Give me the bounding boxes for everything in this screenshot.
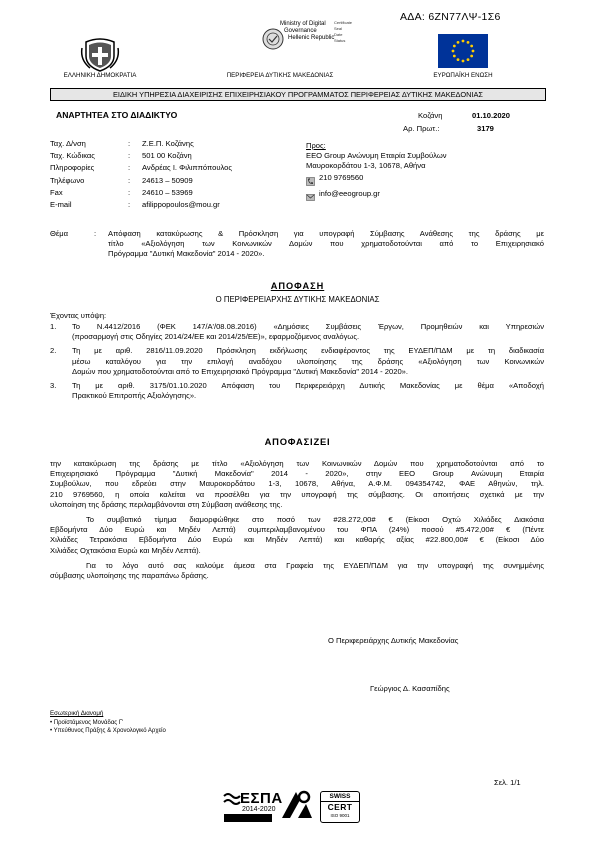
iso-text: ISO 9001 [330, 813, 350, 818]
body-line: Το συμβατικό τίμημα διαμορφώθηκε στο ποσό των #28.272,00# € (Είκοσι Οχτώ Χιλιάδες Διακόσια [86, 515, 544, 525]
consideration-item [50, 322, 544, 342]
consideration-line: Πρακτικού Επιτροπής Αξιολόγησης». [72, 391, 197, 401]
sender-field-value: Z.E.Π. Κοζάνης [142, 139, 194, 148]
eu-star-icon [452, 50, 455, 53]
consideration-number: 1. [50, 322, 57, 331]
ministry-line-3: Hellenic Republic [288, 35, 335, 41]
sender-colon: : [128, 175, 131, 185]
body-paragraph [50, 459, 544, 510]
consideration-line: (προσαρμογή στις Οδηγίες 2014/24/ΕΕ και 2014/25/ΕΕ)», εφαρμοζόμενος αναλόγως. [72, 332, 360, 342]
eu-star-icon [467, 41, 470, 44]
consideration-line: Τη με αριθ. 3175/01.10.2020 Απόφαση του Περιφερειάρχη Δυτικής Μακεδονίας με θέμα «Αποδοχή [72, 381, 544, 391]
cert-text: CERT [327, 802, 353, 812]
sender-field-label: E-mail [50, 200, 72, 209]
protocol-number: 3179 [477, 124, 494, 133]
sender-colon: : [128, 163, 131, 173]
sender-colon: : [128, 151, 131, 161]
decision-title: ΑΠΟΦΑΣΗ [270, 281, 325, 291]
post-online-label: ΑΝΑΡΤΗΤΕΑ ΣΤΟ ΔΙΑΔΙΚΤΥΟ [56, 110, 178, 120]
eu-flag-background [438, 34, 488, 68]
sender-field-value[interactable]: afilippopoulos@mou.gr [142, 200, 220, 209]
recipient-email[interactable]: info@eeogroup.gr [319, 189, 380, 198]
signature-seal-icon [262, 28, 284, 50]
ada-code: ΑΔΑ: 6ΖΝ77ΛΨ-1Σ6 [400, 11, 501, 23]
body-line: υλοποίηση της δράσης περιλαμβάνονται στη Σύμβαση ανάθεσης της. [50, 499, 283, 509]
eu-star-icon [453, 55, 456, 58]
sender-colon: : [128, 187, 131, 197]
sender-field-label: Ταχ. Κώδικας [50, 151, 95, 161]
sender-field-value: 24610 – 53969 [142, 187, 193, 197]
eu-star-icon [472, 50, 475, 53]
greek-republic-label: ΕΛΛΗΝΙΚΗ ΔΗΜΟΚΡΑΤΙΑ [63, 72, 137, 79]
body-line: Για το λόγο αυτό σας καλούμε άμεσα στα Γραφεία της ΕΥΔΕΠ/ΠΔΜ για την υπογραφή της συνημμένης [86, 560, 544, 570]
subject-colon: : [94, 229, 97, 238]
body-line: Επιχειρησιακό Πρόγραμμα "Δυτική Μακεδονία" 2014 - 2020», στην EEO Group Ανώνυμη Εταιρία [50, 469, 544, 479]
sender-colon: : [128, 139, 131, 148]
body-line: 210 9769560, η οποία καλείται να προσέλθει για την υπογραφή της σύμβασης. Οι αποιτήσεις σχετικά με την [50, 489, 544, 499]
swiss-cert-logo [320, 791, 360, 823]
sender-colon: : [128, 200, 131, 209]
sender-field-label: Πληροφορίες [50, 163, 95, 173]
subject-text: Απόφαση κατακύρωσης & Πρόσκληση για υπογραφή Σύμβασης Ανάθεσης της δράσης με τίτλο «Αξιολόγηση των Κοινωνικών Δομών που χρηματοδοτούνται από το Επιχειρησιακό Πρόγραμμα "Δυτική Μακεδονία" 2014 - 2020». [108, 229, 544, 259]
considerations-list [50, 322, 544, 405]
body-line: σύμβασης υλοποίησης της παραπάνω δράσης. [50, 571, 209, 581]
sender-field-label: Fax [50, 187, 63, 197]
body-paragraph [50, 561, 544, 581]
eu-star-icon [470, 55, 473, 58]
internal-distribution-title: Εσωτερική Διανομή [50, 710, 104, 717]
distribution-item: • Προϊστάμενος Μονάδας Γ' [50, 720, 124, 726]
distribution-item: • Υπεύθυνος Πράξης & Χρονολογικό Αρχείο [50, 728, 166, 734]
decision-body [50, 459, 544, 586]
protocol-label: Αρ. Πρωτ.: [403, 124, 440, 133]
eu-star-icon [453, 45, 456, 48]
eta-logo-icon [280, 790, 314, 820]
body-line: Συμβούλων, που εδρεύει στην Μαυροκορδάτου 1-3, 10678, Αθήνα, Α.Φ.Μ. 094354742, ΦΑΕ Αθηνών, τηλ. [50, 479, 544, 489]
sender-field-value: Ανδρέας Ι. Φιλιππόπουλος [142, 163, 233, 173]
header-band [50, 88, 546, 101]
region-label: ΠΕΡΙΦΕΡΕΙΑ ΔΥΤΙΚΗΣ ΜΑΚΕΔΟΝΙΑΣ [226, 72, 334, 79]
sender-field-label: Ταχ. Δ/νση [50, 139, 86, 148]
consideration-number: 3. [50, 381, 57, 391]
document-date: 01.10.2020 [472, 111, 511, 120]
sender-field-value: 24613 – 50909 [142, 175, 193, 185]
eu-star-icon [462, 60, 465, 63]
body-line: Εβδομήντα Δύο Ευρώ και Μηδέν Λεπτά) συμπεριλαμβανομένου του ΦΠΑ (24%) ποσού #5.472,00# € (Πέντε [50, 525, 544, 535]
recipient-phone: 210 9769560 [319, 173, 364, 182]
consideration-line: Το Ν.4412/2016 (ΦΕΚ 147/Α'/08.08.2016) «Δημόσιες Συμβάσεις Έργων, Προμηθειών και Υπηρεσιών [72, 322, 544, 331]
espa-years: 2014-2020 [242, 806, 276, 813]
consideration-item [50, 381, 544, 401]
eu-flag-icon [438, 34, 488, 68]
eu-star-icon [462, 40, 465, 43]
eu-star-icon [457, 41, 460, 44]
decision-subtitle: Ο ΠΕΡΙΦΕΡΕΙΑΡΧΗΣ ΔΥΤΙΚΗΣ ΜΑΚΕΔΟΝΙΑΣ [215, 295, 380, 304]
consideration-item [50, 346, 544, 377]
distribution-list [50, 719, 166, 735]
eu-star-icon [457, 58, 460, 61]
ministry-line-1: Ministry of Digital [280, 21, 326, 27]
consideration-number: 2. [50, 346, 57, 356]
decides-title: ΑΠΟΦΑΣΙΖΕΙ [264, 436, 331, 447]
recipient-label: Προς: [306, 141, 326, 150]
body-paragraph [50, 515, 544, 556]
eu-star-icon [467, 58, 470, 61]
ministry-line-2: Governance [284, 28, 317, 34]
location-label: Κοζάνη [418, 111, 443, 120]
recipient-address: Μαυροκορδάτου 1-3, 10678, Αθήνα [306, 161, 426, 170]
body-line: Χιλιάδες Οχτακόσια Ευρώ και Μηδέν Λεπτά). [50, 545, 201, 555]
body-line: Χιλιάδες Τετρακόσια Εβδομήντα Δύο Ευρώ και Μηδέν Λεπτά) και καθαρής αξίας #22.800,00# € (Είκοσι Δύο [50, 535, 544, 545]
managing-authority-title: ΕΙΔΙΚΗ ΥΠΗΡΕΣΙΑ ΔΙΑΧΕΙΡΙΣΗΣ ΕΠΙΧΕΙΡΗΣΙΑΚΟΥ ΠΡΟΓΡΑΜΜΑΤΟΣ ΠΕΡΙΦΕΡΕΙΑΣ ΔΥΤΙΚΗΣ ΜΑΚΕΔΟΝΙΑΣ [113, 90, 483, 99]
page-number: Σελ. 1/1 [494, 778, 521, 787]
email-icon [306, 189, 315, 198]
espa-text: ΕΣΠΑ [240, 790, 283, 807]
signature-name: Γεώργιος Δ. Κασαπίδης [370, 684, 450, 693]
consideration-line: Δομών που χρηματοδοτούνται από το Επιχειρησιακό Πρόγραμμα "Δυτική Μακεδονία" 2014 - 2020». [72, 366, 409, 376]
eu-star-icon [470, 45, 473, 48]
recipient-name: EEO Group Ανώνυμη Εταιρία Συμβούλων [306, 151, 447, 160]
subject-label: Θέμα [50, 229, 69, 238]
greek-coat-of-arms-icon [80, 38, 120, 72]
swiss-text: SWISS [321, 792, 359, 802]
espa-logo [222, 790, 283, 824]
sender-field-value: 501 00 Κοζάνη [142, 151, 192, 161]
signature-title: Ο Περιφερειάρχης Δυτικής Μακεδονίας [328, 636, 459, 645]
phone-icon [306, 173, 315, 182]
consideration-line: μέσω καταλόγου για την επιλογή αναδόχου υλοποίησης της δράσης «Αξιολόγηση των Κοινωνικών [72, 356, 544, 366]
digital-signature-stamp [262, 20, 372, 64]
eu-label: ΕΥΡΩΠΑΪΚΗ ΕΝΩΣΗ [433, 72, 493, 79]
sender-field-label: Τηλέφωνο [50, 175, 85, 185]
having-regard-label: Έχοντας υπόψη: [50, 311, 107, 320]
body-line: την κατακύρωση της δράσης με τίτλο «Αξιολόγηση των Κοινωνικών Δομών που χρηματοδοτούνται από το [50, 459, 544, 468]
consideration-line: Τη με αριθ. 2816/11.09.2020 Πρόσκληση εκδήλωσης ενδιαφέροντος της ΕΥΔΕΠ/ΠΔΜ με τη διαδικασία [72, 346, 544, 356]
certificate-details: Certificate Seal Date Status [334, 20, 353, 43]
